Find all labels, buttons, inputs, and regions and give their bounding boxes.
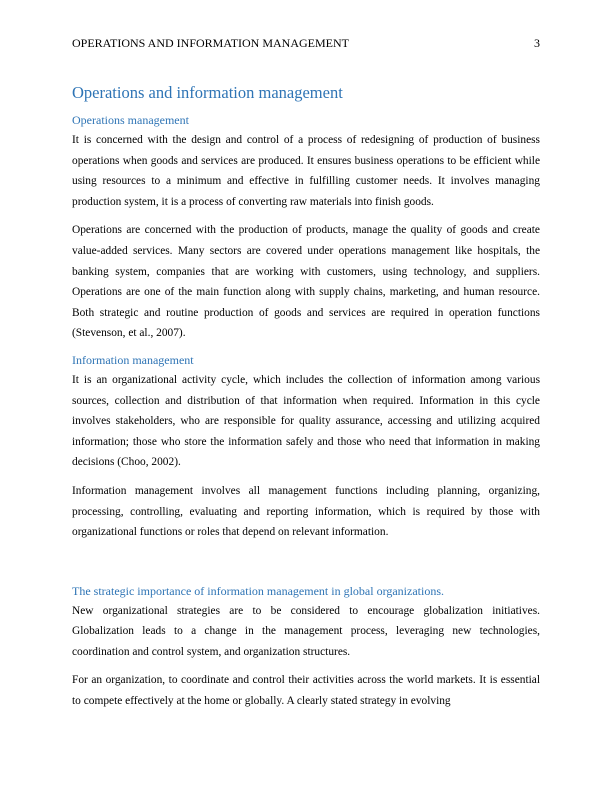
section-operations-management [72,112,540,344]
section-information-management [72,352,540,543]
page-number: 3 [534,36,540,50]
section-heading: Information management [72,352,194,367]
running-header [72,36,540,50]
section-heading: The strategic importance of information management in global organizations. [72,583,444,598]
paragraph: Operations are concerned with the production of products, manage the quality of goods and create value-added services. Many sectors are covered under operations management like hospitals, the banking system, companies that are working with customers, using technology, and suppliers. Operations are one of the main function along with supply chains, marketing, and human resource. Both strategic and routine production of goods and services are required in operation functions (Stevenson, et al., 2007). [72,224,540,340]
document-title: Operations and information management [72,83,343,102]
document-body [72,82,540,720]
spacer [72,551,540,583]
paragraph: For an organization, to coordinate and control their activities across the world markets. It is essential to compete effectively at the home or globally. A clearly stated strategy in evolving [72,674,540,708]
section-strategic-importance [72,583,540,712]
paragraph: It is concerned with the design and control of a process of redesigning of production of business operations when goods and services are produced. It ensures business operations to be efficient while using resources to a minimum and effective in fulfilling customer needs. It involves managing production system, it is a process of converting raw materials into finish goods. [72,134,540,208]
paragraph: Information management involves all management functions including planning, organizing, processing, controlling, evaluating and reporting information, which is required by those with organizational functions or roles that depend on relevant information. [72,484,540,539]
paragraph: It is an organizational activity cycle, which includes the collection of information among various sources, collection and distribution of that information when required. Information in this cycle involves stakeholders, who are responsible for quality assurance, accessing and utilizing acquired information; those who store the information safely and those who need that information in making decisions (Choo, 2002). [72,373,540,469]
running-title: OPERATIONS AND INFORMATION MANAGEMENT [72,36,350,50]
section-heading: Operations management [72,113,189,127]
paragraph: New organizational strategies are to be considered to encourage globalization initiatives. Globalization leads to a change in the management process, leveraging new technologies, coordination and control system, and organization structures. [72,604,540,658]
